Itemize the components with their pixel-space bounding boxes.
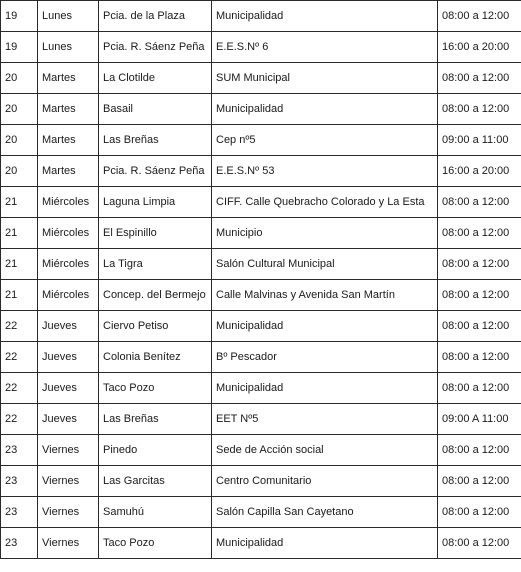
locality-cell: Pcia. R. Sáenz Peña xyxy=(99,156,212,187)
day-cell: 20 xyxy=(1,156,38,187)
day-cell: 23 xyxy=(1,497,38,528)
place-cell: Salón Capilla San Cayetano xyxy=(212,497,438,528)
table-row xyxy=(1,1,521,32)
time-cell: 16:00 a 20:00 xyxy=(438,156,521,187)
place-cell: Bº Pescador xyxy=(212,342,438,373)
day-cell: 23 xyxy=(1,528,38,559)
day-cell: 23 xyxy=(1,466,38,497)
time-cell: 08:00 a 12:00 xyxy=(438,497,521,528)
place-cell: Centro Comunitario xyxy=(212,466,438,497)
day-cell: 19 xyxy=(1,32,38,63)
day-cell: 21 xyxy=(1,249,38,280)
locality-cell: Concep. del Bermejo xyxy=(99,280,212,311)
table-row xyxy=(1,435,521,466)
day-cell: 22 xyxy=(1,404,38,435)
time-cell: 08:00 a 12:00 xyxy=(438,218,521,249)
day-cell: 21 xyxy=(1,280,38,311)
day-cell: 23 xyxy=(1,435,38,466)
locality-cell: La Clotilde xyxy=(99,63,212,94)
locality-cell: El Espinillo xyxy=(99,218,212,249)
weekday-cell: Miércoles xyxy=(38,218,99,249)
locality-cell: La Tigra xyxy=(99,249,212,280)
weekday-cell: Martes xyxy=(38,94,99,125)
time-cell: 08:00 a 12:00 xyxy=(438,311,521,342)
day-cell: 20 xyxy=(1,125,38,156)
place-cell: Municipalidad xyxy=(212,311,438,342)
weekday-cell: Jueves xyxy=(38,373,99,404)
time-cell: 08:00 a 12:00 xyxy=(438,187,521,218)
locality-cell: Taco Pozo xyxy=(99,373,212,404)
place-cell: SUM Municipal xyxy=(212,63,438,94)
table-row xyxy=(1,280,521,311)
locality-cell: Pcia. R. Sáenz Peña xyxy=(99,32,212,63)
locality-cell: Las Breñas xyxy=(99,125,212,156)
locality-cell: Laguna Limpia xyxy=(99,187,212,218)
weekday-cell: Martes xyxy=(38,156,99,187)
place-cell: Sede de Acción social xyxy=(212,435,438,466)
weekday-cell: Lunes xyxy=(38,32,99,63)
weekday-cell: Jueves xyxy=(38,404,99,435)
weekday-cell: Jueves xyxy=(38,342,99,373)
weekday-cell: Miércoles xyxy=(38,249,99,280)
table-row xyxy=(1,156,521,187)
place-cell: EET Nº5 xyxy=(212,404,438,435)
day-cell: 22 xyxy=(1,373,38,404)
day-cell: 22 xyxy=(1,311,38,342)
table-row xyxy=(1,404,521,435)
time-cell: 08:00 a 12:00 xyxy=(438,435,521,466)
locality-cell: Ciervo Petiso xyxy=(99,311,212,342)
time-cell: 16:00 a 20:00 xyxy=(438,32,521,63)
time-cell: 08:00 a 12:00 xyxy=(438,528,521,559)
table-row xyxy=(1,497,521,528)
day-cell: 20 xyxy=(1,63,38,94)
table-row xyxy=(1,32,521,63)
place-cell: Municipalidad xyxy=(212,528,438,559)
place-cell: E.E.S.Nº 6 xyxy=(212,32,438,63)
place-cell: Salón Cultural Municipal xyxy=(212,249,438,280)
day-cell: 21 xyxy=(1,187,38,218)
place-cell: Calle Malvinas y Avenida San Martín xyxy=(212,280,438,311)
table-row xyxy=(1,249,521,280)
locality-cell: Las Garcitas xyxy=(99,466,212,497)
weekday-cell: Miércoles xyxy=(38,280,99,311)
locality-cell: Colonia Benítez xyxy=(99,342,212,373)
table-row xyxy=(1,63,521,94)
day-cell: 19 xyxy=(1,1,38,32)
place-cell: E.E.S.Nº 53 xyxy=(212,156,438,187)
table-row xyxy=(1,187,521,218)
time-cell: 08:00 a 12:00 xyxy=(438,1,521,32)
table-row xyxy=(1,218,521,249)
place-cell: Municipalidad xyxy=(212,1,438,32)
place-cell: Cep nº5 xyxy=(212,125,438,156)
time-cell: 08:00 a 12:00 xyxy=(438,466,521,497)
time-cell: 09:00 a 11:00 xyxy=(438,125,521,156)
table-row xyxy=(1,125,521,156)
time-cell: 08:00 a 12:00 xyxy=(438,373,521,404)
day-cell: 21 xyxy=(1,218,38,249)
locality-cell: Taco Pozo xyxy=(99,528,212,559)
place-cell: Municipalidad xyxy=(212,373,438,404)
table-row xyxy=(1,528,521,559)
time-cell: 08:00 a 12:00 xyxy=(438,94,521,125)
weekday-cell: Viernes xyxy=(38,466,99,497)
table-row xyxy=(1,94,521,125)
place-cell: Municipio xyxy=(212,218,438,249)
table-row xyxy=(1,466,521,497)
weekday-cell: Lunes xyxy=(38,1,99,32)
time-cell: 08:00 a 12:00 xyxy=(438,280,521,311)
day-cell: 20 xyxy=(1,94,38,125)
table-row xyxy=(1,373,521,404)
weekday-cell: Viernes xyxy=(38,497,99,528)
time-cell: 08:00 a 12:00 xyxy=(438,342,521,373)
locality-cell: Pinedo xyxy=(99,435,212,466)
time-cell: 08:00 a 12:00 xyxy=(438,63,521,94)
weekday-cell: Martes xyxy=(38,125,99,156)
weekday-cell: Martes xyxy=(38,63,99,94)
weekday-cell: Viernes xyxy=(38,528,99,559)
time-cell: 09:00 A 11:00 xyxy=(438,404,521,435)
table-row xyxy=(1,311,521,342)
locality-cell: Samuhú xyxy=(99,497,212,528)
weekday-cell: Miércoles xyxy=(38,187,99,218)
time-cell: 08:00 a 12:00 xyxy=(438,249,521,280)
place-cell: Municipalidad xyxy=(212,94,438,125)
locality-cell: Basail xyxy=(99,94,212,125)
weekday-cell: Viernes xyxy=(38,435,99,466)
place-cell: CIFF. Calle Quebracho Colorado y La Esta xyxy=(212,187,438,218)
weekday-cell: Jueves xyxy=(38,311,99,342)
day-cell: 22 xyxy=(1,342,38,373)
table-row xyxy=(1,342,521,373)
locality-cell: Las Breñas xyxy=(99,404,212,435)
locality-cell: Pcia. de la Plaza xyxy=(99,1,212,32)
schedule-body xyxy=(1,1,521,559)
